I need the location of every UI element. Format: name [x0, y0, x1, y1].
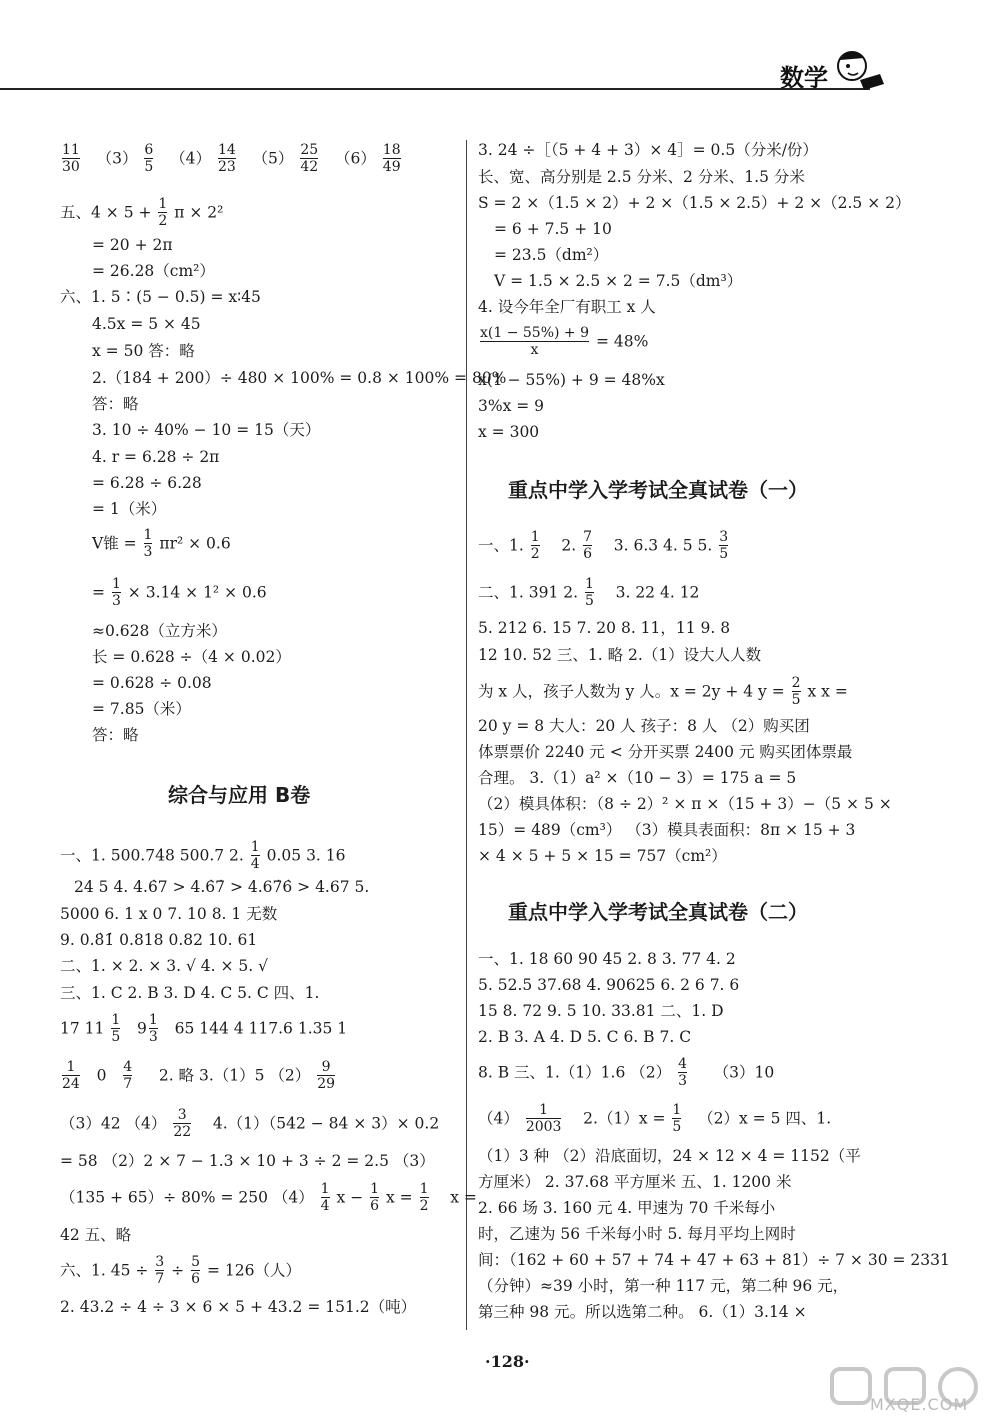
exam2-line: （分钟）≈39 小时，第一种 117 元，第二种 96 元，	[478, 1277, 849, 1295]
exam2-line: 时，乙速为 56 千米每小时 5. 每月平均上网时	[478, 1225, 796, 1243]
right-line-equation: $\frac{x(1 - 55\%) + 9}{x}$ = 48%	[480, 325, 649, 359]
b-line: 5000 6. 1 x 0 7. 10 8. 1 无数	[60, 905, 278, 923]
exam2-line-6: （4） $\frac{1}{2003}$ 2.（1）x = $\frac{1}{5}$ （2）x = 5 四、1.	[478, 1102, 832, 1136]
exam1-line: （2）模具体积：（8 ÷ 2）² × π ×（15 + 3）−（5 × 5 ×	[478, 795, 892, 813]
exam2-line: 间：（162 + 60 + 57 + 74 + 47 + 63 + 81）÷ 7 × 30 = 2331	[478, 1251, 950, 1269]
exam1-line: 体票票价 2240 元 < 分开买票 2400 元 购买团体票最	[478, 743, 853, 761]
exam1-line: 15）= 489（cm³） （3）模具表面积：8π × 15 + 3	[478, 821, 856, 839]
left-line: 4. r = 6.28 ÷ 2π	[92, 448, 220, 466]
exam2-line: 2. 66 场 3. 160 元 4. 甲速为 70 千米每小	[478, 1199, 776, 1217]
b-line-8: $\frac{1}{24}$ 0 $\frac{4}{7}$ 2. 略 3.（1）5 （2） $\frac{9}{29}$	[62, 1059, 336, 1093]
left-line: = 7.85（米）	[92, 700, 191, 718]
exam2-line-5: 8. B 三、1.（1）1.6 （2） $\frac{4}{3}$ （3）10	[478, 1056, 775, 1090]
exam2-line: （1）3 种 （2）沿底面切，24 × 12 × 4 = 1152（平	[478, 1147, 861, 1165]
exam1-line: 12 10. 52 三、1. 略 2.（1）设大人人数	[478, 646, 762, 664]
left-line: 答：略	[92, 395, 139, 413]
left-line: = 0.628 ÷ 0.08	[92, 674, 212, 692]
exam1-line: 20 y = 8 大人：20 人 孩子：8 人 （2）购买团	[478, 717, 810, 735]
left-line: 六、1. 5∶(5 − 0.5) = x∶45	[60, 288, 261, 306]
exam2-line: 2. B 3. A 4. D 5. C 6. B 7. C	[478, 1028, 692, 1046]
right-line: = 23.5（dm²）	[494, 246, 609, 264]
column-divider	[466, 140, 467, 1330]
right-line: 3. 24 ÷［（5 + 4 + 3）× 4］= 0.5（分米/份）	[478, 141, 818, 159]
left-line: = 6.28 ÷ 6.28	[92, 474, 202, 492]
left-line-volume-2: = $\frac{1}{3}$ × 3.14 × 1² × 0.6	[92, 576, 267, 610]
b-line-7: 17 11 $\frac{1}{5}$ 9 $\frac{1}{3}$ 65 144 4 117.6 1.35 1	[60, 1012, 348, 1046]
exam2-line: 第三种 98 元。所以选第二种。 6.（1）3.14 ×	[478, 1303, 807, 1321]
right-line: x(1 − 55%) + 9 = 48%x	[478, 371, 665, 389]
left-line-wu-1: 五、4 × 5 + $\frac{1}{2}$ π × 2²	[60, 196, 224, 230]
b-line: 24 5 4. 4.6̇7 > 4.6̇7̇ > 4.67̇6̇ > 4.67 5.	[74, 878, 370, 896]
right-line: = 6 + 7.5 + 10	[494, 220, 612, 238]
exam2-line: 方厘米） 2. 37.68 平方厘米 五、1. 1200 米	[478, 1173, 792, 1191]
left-line: = 26.28（cm²）	[92, 262, 215, 280]
b-line: 三、1. C 2. B 3. D 4. C 5. C 四、1.	[60, 984, 320, 1002]
exam2-line: 5. 52.5 37.68 4. 90625 6. 2 6 7. 6	[478, 976, 740, 994]
b-line-11: （135 + 65）÷ 80% = 250 （4） $\frac{1}{4}$ x − $\frac{1}{6}$ x = $\frac{1}{2}$ x =	[60, 1181, 477, 1215]
b-line: 二、1. × 2. × 3. √ 4. × 5. √	[60, 957, 269, 975]
right-line: V = 1.5 × 2.5 × 2 = 7.5（dm³）	[494, 272, 743, 290]
left-line-1: $\frac{11}{30}$ （3） $\frac{6}{5}$ （4） $\frac{14}{23}$ （5） $\frac{25}{42}$ （6） $\frac{18}{49}$	[62, 142, 401, 176]
page-number: ·128·	[485, 1352, 530, 1371]
left-line: = 1（米）	[92, 500, 167, 518]
header-rule	[0, 88, 870, 90]
section-title-exam-2: 重点中学入学考试全真试卷（二）	[508, 900, 808, 924]
exam1-line: × 4 × 5 + 5 × 15 = 757（cm²）	[478, 847, 727, 865]
right-line: 3%x = 9	[478, 397, 545, 415]
left-line: x = 50 答：略	[92, 342, 195, 360]
left-line: = 20 + 2π	[92, 236, 173, 254]
exam2-line: 一、1. 18 60 90 45 2. 8 3. 77 4. 2	[478, 950, 736, 968]
right-line: 长、宽、高分别是 2.5 分米、2 分米、1.5 分米	[478, 168, 805, 186]
mascot-icon	[830, 40, 890, 100]
b-line-9: （3）42 （4） $\frac{3}{22}$ 4.（1）（542 − 84 × 3）× 0.2	[60, 1107, 440, 1141]
right-line: x = 300	[478, 423, 540, 441]
exam1-line-5: 为 x 人，孩子人数为 y 人。x = 2y + 4 y = $\frac{2}{5}$ x x =	[478, 675, 848, 709]
exam1-line: 5. 212 6. 15 7. 20 8. 11，11 9. 8	[478, 619, 731, 637]
left-line: 2.（184 + 200）÷ 480 × 100% = 0.8 × 100% = 80%	[92, 369, 507, 387]
right-line: S = 2 ×（1.5 × 2）+ 2 ×（1.5 × 2.5）+ 2 ×（2.5 × 2）	[478, 194, 911, 212]
b-line: 9. 0.8̇1̇ 0.818 0.82 10. 61	[60, 931, 258, 949]
left-line: 3. 10 ÷ 40% − 10 = 15（天）	[92, 421, 321, 439]
section-title-b: 综合与应用 B卷	[168, 783, 311, 807]
b-line: = 58 （2）2 × 7 − 1.3 × 10 + 3 ÷ 2 = 2.5 （3）	[60, 1152, 435, 1170]
b-line-13: 六、1. 45 ÷ $\frac{3}{7}$ ÷ $\frac{5}{6}$ = 126（人）	[60, 1254, 301, 1288]
left-line: 长 = 0.628 ÷（4 × 0.02）	[92, 648, 291, 666]
right-line: 4. 设今年全厂有职工 x 人	[478, 298, 656, 316]
exam1-line-2: 二、1. 391 2. $\frac{1}{5}$ 3. 22 4. 12	[478, 576, 700, 610]
b-line: 42 五、略	[60, 1226, 132, 1244]
exam2-line: 15 8. 72 9. 5 10. 33.81 二、1. D	[478, 1002, 724, 1020]
watermark-text: MXQE.COM	[870, 1395, 969, 1414]
exam1-line: 合理。 3.（1）a² ×（10 − 3）= 175 a = 5	[478, 769, 797, 787]
left-line: 4.5x = 5 × 45	[92, 315, 201, 333]
b-line-1: 一、1. 500.748 500.7 2. $\frac{1}{4}$ 0.05 3. 16	[60, 839, 346, 873]
fraction: $\frac{11}{30}$	[62, 142, 80, 176]
left-line: 答：略	[92, 726, 139, 744]
left-line: ≈0.628（立方米）	[92, 622, 227, 640]
exam1-line-1: 一、1. $\frac{1}{2}$ 2. $\frac{7}{6}$ 3. 6.3 4. 5 5. $\frac{3}{5}$	[478, 529, 729, 563]
left-line-volume: V锥 = $\frac{1}{3}$ πr² × 0.6	[92, 527, 231, 561]
b-line: 2. 43.2 ÷ 4 ÷ 3 × 6 × 5 + 43.2 = 151.2（吨）	[60, 1298, 417, 1316]
section-title-exam-1: 重点中学入学考试全真试卷（一）	[508, 478, 808, 502]
header-subject: 数学	[780, 64, 828, 92]
